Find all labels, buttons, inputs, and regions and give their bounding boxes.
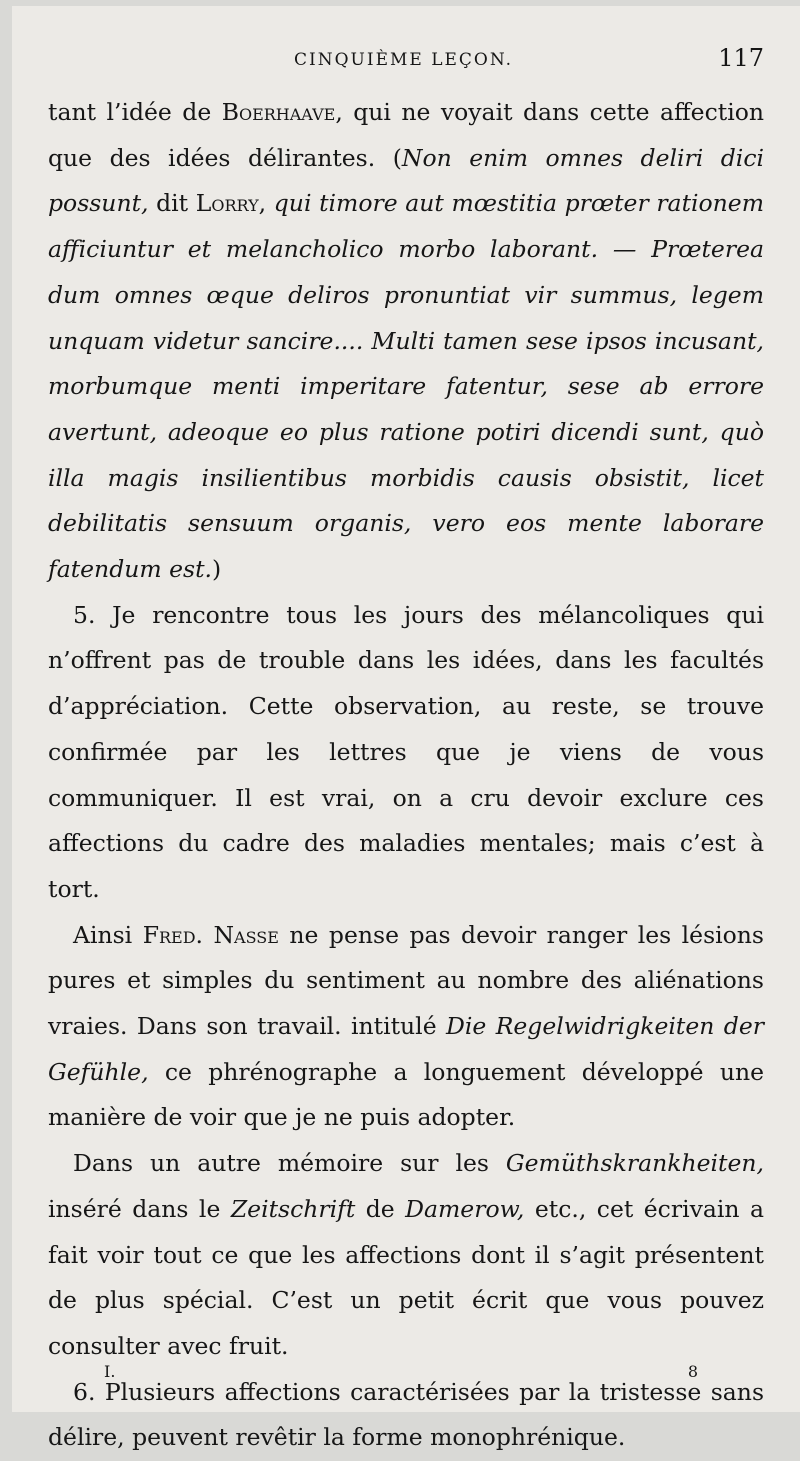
text-run: 6. Plusieurs affections caractérisées par la tristesse sans délire, peuvent revêtir la forme monophrénique.	[48, 1377, 764, 1452]
small-caps-name: Lorry	[195, 189, 259, 218]
book-page	[12, 6, 800, 1452]
italic-run: Non enim omnes deliri dici possunt,	[48, 143, 764, 218]
text-run: de	[355, 1194, 406, 1223]
signature-mark: I.	[104, 1362, 116, 1381]
text-run: etc., cet écrivain a fait voir tout ce que les affections dont il s’agit présentent de plus spécial. C’est un petit écrit que vous pouvez consulter avec fruit.	[48, 1194, 764, 1360]
italic-run: Gemüthskrankheiten,	[505, 1149, 764, 1178]
text-run: Dans un autre mémoire sur les	[73, 1149, 506, 1178]
paragraph-p3	[48, 913, 764, 1142]
text-run: Ainsi	[73, 920, 143, 949]
paragraph-p2	[48, 593, 764, 913]
small-caps-name: Fred. Nasse	[142, 920, 279, 949]
text-run: , qui ne voyait dans cette affection que des idées délirantes. (	[48, 98, 764, 172]
italic-run: Die Regelwidrigkeiten der Gefühle,	[48, 1012, 764, 1086]
text-run: ne pense pas devoir ranger les lésions pures et simples du sentiment au nombre des aliénations vraies. Dans son travail. intitulé	[48, 920, 764, 1041]
page-header	[48, 44, 764, 78]
italic-run: Damerow,	[405, 1194, 525, 1223]
italic-run: Zeitschrift	[230, 1194, 356, 1223]
text-run: 5. Je rencontre tous les jours des mélancoliques qui n’offrent pas de trouble dans les idées, dans les facultés d’appréciation. Cette observation, au reste, se trouve confirmée par les lettres que je viens de vous communiquer. Il est vrai, on a cru devoir exclure ces affections du cadre des maladies mentales; mais c’est à tort.	[48, 600, 764, 903]
text-run: inséré dans le	[48, 1194, 231, 1223]
text-run: ce phrénographe a longuement développé une manière de voir que je ne puis adopter.	[48, 1057, 764, 1132]
text-run: tant l’idée de	[48, 98, 222, 126]
page-number: 117	[718, 44, 764, 72]
text-run: )	[212, 555, 222, 584]
page-footer	[48, 1362, 764, 1386]
text-run: dit	[148, 189, 196, 218]
body-text	[48, 90, 764, 1461]
paragraph-p4	[48, 1141, 764, 1370]
paragraph-p1	[48, 90, 764, 593]
running-title: CINQUIÈME LEÇON.	[294, 50, 514, 70]
italic-run: qui timore aut mœstitia prœter rationem afficiuntur et melancholico morbo laborant. — Prœterea dum omnes œque deliros pronuntiat vir summus, legem unquam videtur sancire.... Multi tamen sese ipsos incusant, morbumque menti imperitare fatentur, sese ab errore avertunt, adeoque eo plus ratione potiri dicendi sunt, quò illa magis insilientibus morbidis causis obsistit, licet debilitatis sensuum organis, vero eos mente laborare fatendum est.	[48, 189, 764, 584]
small-caps-name: Boerhaave	[221, 98, 336, 126]
text-run: ,	[258, 189, 274, 218]
sheet-number: 8	[687, 1362, 698, 1381]
